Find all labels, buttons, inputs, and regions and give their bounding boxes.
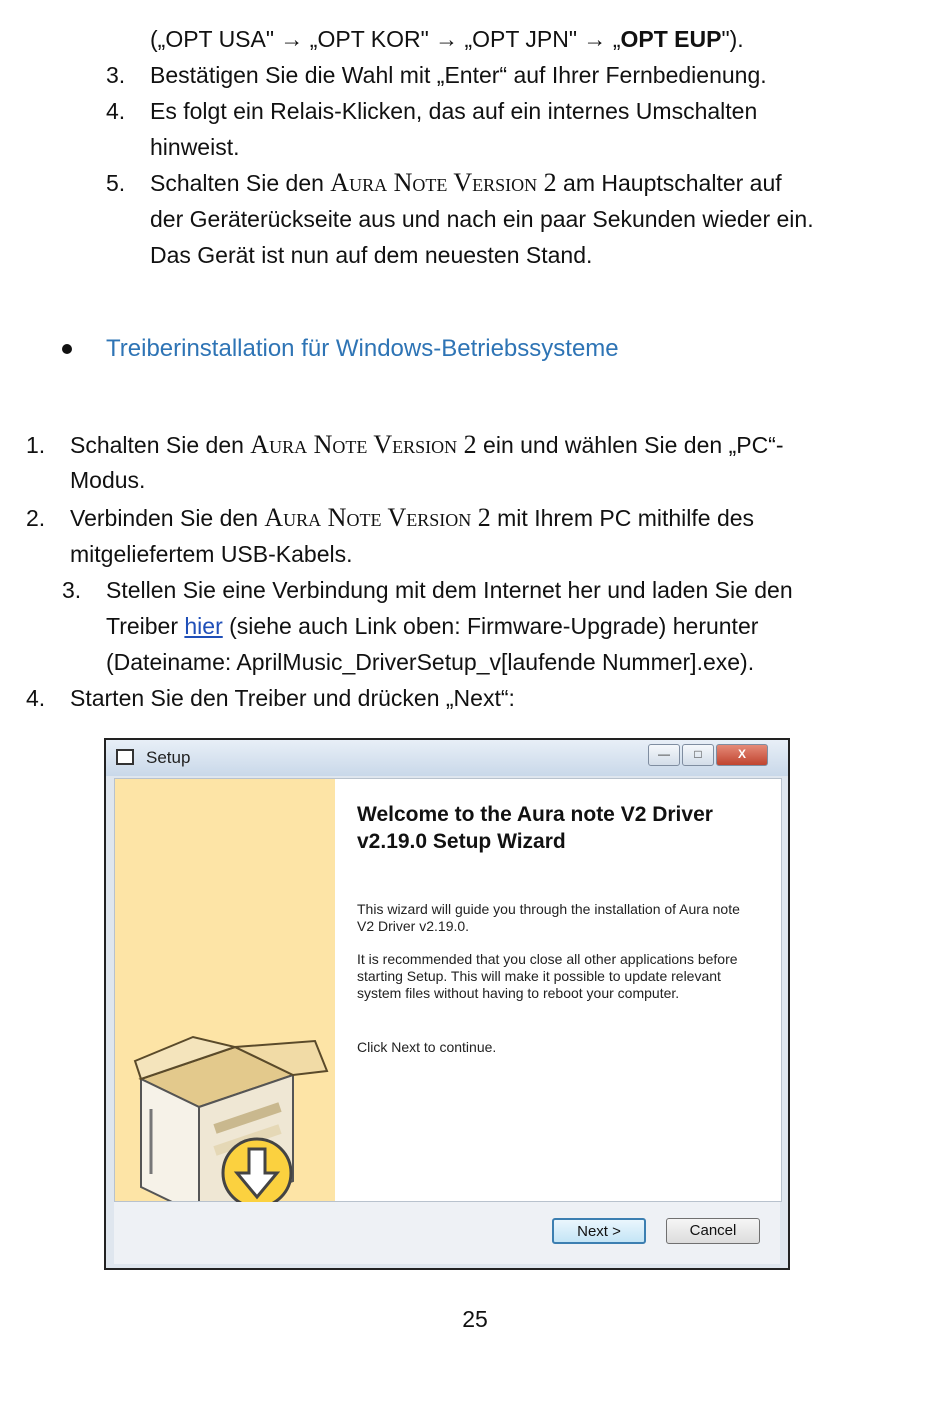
list-item-5-line1	[150, 168, 782, 198]
wizard-paragraph-1: This wizard will guide you through the installation of Aura note V2 Driver v2.19.0.	[357, 901, 740, 934]
step-3-line2	[106, 611, 758, 641]
step-2-line2: mitgeliefertem USB-Kabels.	[70, 541, 353, 567]
list-item-4-line2: hinweist.	[150, 134, 240, 160]
step-1-post: ein und wählen Sie den „PC“-	[476, 432, 784, 458]
list-item-4-line1: Es folgt ein Relais-Klicken, das auf ein internes Umschalten	[150, 98, 758, 124]
wizard-paragraph-2: It is recommended that you close all other applications before starting Setup. This will make it possible to update relevant system files without having to reboot your computer.	[357, 951, 738, 1001]
step-number-4: 4.	[26, 685, 46, 711]
device-name: Aura Note Version 2	[264, 503, 491, 532]
step-3-pre: Treiber	[106, 613, 185, 639]
opt-sequence-post: ").	[721, 26, 744, 52]
section-heading: Treiberinstallation für Windows-Betriebssysteme	[106, 335, 619, 362]
list-number-4: 4.	[106, 98, 126, 124]
step-1-line1	[70, 430, 784, 460]
opt-sequence-bold: OPT EUP	[620, 26, 722, 52]
driver-download-link[interactable]: hier	[184, 613, 223, 639]
step-number-2: 2.	[26, 505, 46, 531]
wizard-heading: Welcome to the Aura note V2 Driver v2.19.0 Setup Wizard	[357, 803, 713, 853]
window-titlebar	[106, 740, 788, 776]
step-4-text: Starten Sie den Treiber und drücken „Next“:	[70, 685, 515, 711]
opt-sequence-pre: („OPT USA" → „OPT KOR" → „OPT JPN" → „	[150, 26, 621, 52]
list-item-5-line3: Das Gerät ist nun auf dem neuesten Stand.	[150, 242, 593, 268]
list-item-5-line2: der Geräterückseite aus und nach ein paar Sekunden wieder ein.	[150, 206, 814, 232]
step-3-line1: Stellen Sie eine Verbindung mit dem Internet her und laden Sie den	[106, 577, 793, 603]
list-number-3: 3.	[106, 62, 126, 88]
list-item-5-pre: Schalten Sie den	[150, 170, 331, 196]
setup-window	[104, 738, 790, 1270]
step-number-3: 3.	[62, 577, 82, 603]
bullet-icon	[62, 344, 72, 354]
next-button[interactable]: Next >	[552, 1218, 646, 1244]
step-1-line2: Modus.	[70, 467, 146, 493]
wizard-button-bar	[114, 1202, 780, 1264]
window-title: Setup	[146, 748, 191, 767]
device-name: Aura Note Version 2	[250, 430, 477, 459]
opt-sequence-line	[150, 24, 744, 54]
step-number-1: 1.	[26, 432, 46, 458]
device-name: Aura Note Version 2	[330, 168, 557, 197]
page-number: 25	[462, 1306, 488, 1332]
wizard-client-area	[114, 778, 782, 1202]
step-1-pre: Schalten Sie den	[70, 432, 251, 458]
maximize-icon[interactable]: □	[682, 744, 714, 766]
step-3-post: (siehe auch Link oben: Firmware-Upgrade) herunter	[222, 613, 759, 639]
list-item-3-text: Bestätigen Sie die Wahl mit „Enter“ auf Ihrer Fernbedienung.	[150, 62, 767, 88]
list-number-5: 5.	[106, 170, 126, 196]
step-2-line1	[70, 503, 754, 533]
step-2-post: mit Ihrem PC mithilfe des	[490, 505, 755, 531]
wizard-paragraph-3: Click Next to continue.	[357, 1039, 497, 1055]
list-item-5-post: am Hauptschalter auf	[556, 170, 782, 196]
minimize-icon[interactable]: —	[648, 744, 680, 766]
step-3-line3: (Dateiname: AprilMusic_DriverSetup_v[laufende Nummer].exe).	[106, 649, 755, 675]
step-2-pre: Verbinden Sie den	[70, 505, 265, 531]
window-app-icon	[116, 749, 134, 765]
wizard-side-panel	[115, 779, 335, 1201]
cancel-button[interactable]: Cancel	[666, 1218, 760, 1244]
close-icon[interactable]: X	[716, 744, 768, 766]
